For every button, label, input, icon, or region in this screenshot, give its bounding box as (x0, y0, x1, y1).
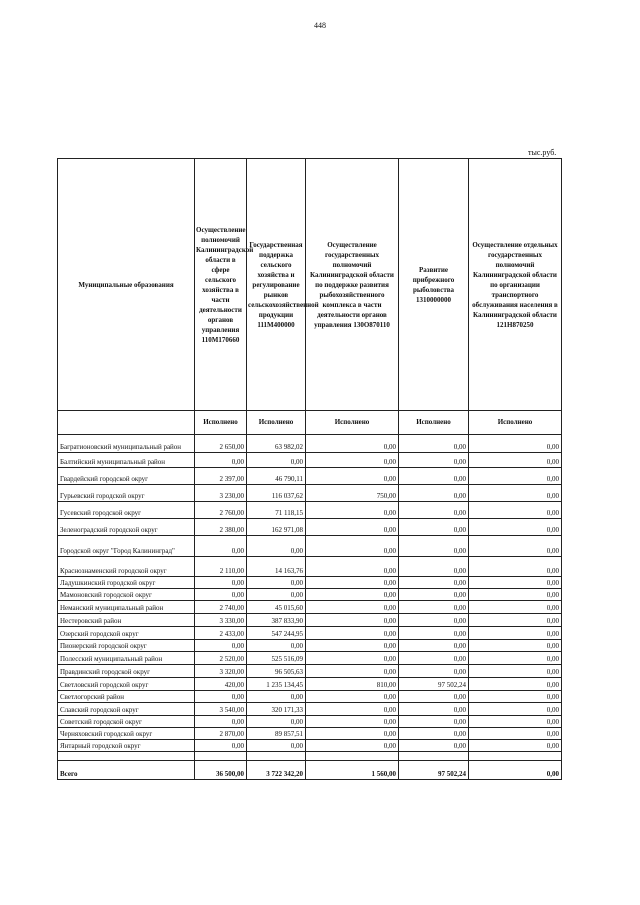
value-cell: 387 833,90 (247, 614, 306, 627)
value-cell: 0,00 (469, 614, 562, 627)
value-cell: 0,00 (469, 627, 562, 640)
total-value-cell: 0,00 (469, 761, 562, 780)
value-cell: 0,00 (195, 740, 247, 752)
value-cell: 0,00 (306, 640, 399, 652)
value-cell: 89 857,51 (247, 728, 306, 740)
table-row (58, 627, 562, 640)
table-row (58, 589, 562, 601)
value-cell: 0,00 (306, 589, 399, 601)
value-cell: 0,00 (247, 740, 306, 752)
value-cell: 116 037,62 (247, 485, 306, 502)
table-row (58, 601, 562, 614)
table-row (58, 468, 562, 485)
value-cell: 162 971,08 (247, 519, 306, 536)
municipality-name: Светловский городской округ (58, 678, 195, 691)
table-row (58, 557, 562, 577)
value-cell: 3 230,00 (195, 485, 247, 502)
municipality-name: Правдинский городской округ (58, 665, 195, 678)
subheader-row (58, 411, 562, 435)
value-cell: 0,00 (399, 728, 469, 740)
value-cell: 0,00 (469, 577, 562, 589)
value-cell: 0,00 (399, 691, 469, 703)
municipality-name: Багратионовский муниципальный район (58, 435, 195, 453)
spacer-cell (58, 752, 195, 761)
value-cell: 0,00 (247, 577, 306, 589)
value-cell: 0,00 (306, 665, 399, 678)
value-cell: 0,00 (469, 468, 562, 485)
municipality-name: Краснознаменский городской округ (58, 557, 195, 577)
value-cell: 97 502,24 (399, 678, 469, 691)
value-cell: 0,00 (195, 453, 247, 468)
table-row (58, 716, 562, 728)
spacer-cell (306, 752, 399, 761)
value-cell: 320 171,33 (247, 703, 306, 716)
table-body (58, 435, 562, 780)
table-row (58, 577, 562, 589)
value-cell: 0,00 (247, 589, 306, 601)
municipality-name: Светлогорский район (58, 691, 195, 703)
value-cell: 0,00 (399, 652, 469, 665)
value-cell: 0,00 (469, 485, 562, 502)
value-cell: 0,00 (306, 740, 399, 752)
subheader-executed: Исполнено (247, 411, 306, 435)
value-cell: 0,00 (247, 691, 306, 703)
value-cell: 0,00 (399, 577, 469, 589)
total-label: Всего (58, 761, 195, 780)
value-cell: 2 520,00 (195, 652, 247, 665)
value-cell: 3 330,00 (195, 614, 247, 627)
value-cell: 0,00 (399, 485, 469, 502)
value-cell: 750,00 (306, 485, 399, 502)
column-header-transport-service: Осуществление отдельных государственных полномочий Калининградской области по организации транспортного обслуживания населения в Калининградской области 121Н870250 (469, 159, 562, 411)
municipality-name: Пионерский городской округ (58, 640, 195, 652)
value-cell: 2 870,00 (195, 728, 247, 740)
total-value-cell: 97 502,24 (399, 761, 469, 780)
budget-table (57, 158, 562, 780)
municipality-name: Балтийский муниципальный район (58, 453, 195, 468)
total-value-cell: 1 560,00 (306, 761, 399, 780)
value-cell: 0,00 (306, 536, 399, 557)
spacer-cell (469, 752, 562, 761)
value-cell: 96 505,63 (247, 665, 306, 678)
value-cell: 0,00 (306, 691, 399, 703)
value-cell: 0,00 (399, 740, 469, 752)
column-header-fisheries-management: Осуществление государственных полномочий Калининградской области по поддержке развития рыбохозяйственного комплекса в части деятельности органов управления 130О870110 (306, 159, 399, 411)
value-cell: 0,00 (306, 614, 399, 627)
value-cell: 0,00 (399, 435, 469, 453)
table-row (58, 703, 562, 716)
value-cell: 0,00 (247, 536, 306, 557)
municipality-name: Черняховский городской округ (58, 728, 195, 740)
municipality-name: Озерский городской округ (58, 627, 195, 640)
value-cell: 0,00 (469, 435, 562, 453)
value-cell: 0,00 (306, 577, 399, 589)
value-cell: 0,00 (306, 519, 399, 536)
table-row (58, 728, 562, 740)
value-cell: 2 433,00 (195, 627, 247, 640)
table-row (58, 453, 562, 468)
table-row (58, 652, 562, 665)
table-row (58, 740, 562, 752)
value-cell: 0,00 (399, 468, 469, 485)
municipality-name: Ладушкинский городской округ (58, 577, 195, 589)
value-cell: 0,00 (469, 502, 562, 519)
header-row (58, 159, 562, 411)
value-cell: 46 790,11 (247, 468, 306, 485)
municipality-name: Славский городской округ (58, 703, 195, 716)
value-cell: 1 235 134,45 (247, 678, 306, 691)
value-cell: 0,00 (469, 601, 562, 614)
value-cell: 0,00 (469, 453, 562, 468)
total-value-cell: 3 722 342,20 (247, 761, 306, 780)
subheader-executed: Исполнено (306, 411, 399, 435)
value-cell: 0,00 (399, 703, 469, 716)
value-cell: 0,00 (399, 614, 469, 627)
spacer-cell (399, 752, 469, 761)
subheader-empty (58, 411, 195, 435)
value-cell: 0,00 (399, 640, 469, 652)
value-cell: 0,00 (306, 652, 399, 665)
value-cell: 0,00 (399, 502, 469, 519)
value-cell: 0,00 (247, 453, 306, 468)
column-header-municipality: Муниципальные образования (58, 159, 195, 411)
table-row (58, 678, 562, 691)
table-row (58, 640, 562, 652)
municipality-name: Гусевский городской округ (58, 502, 195, 519)
municipality-name: Полесский муниципальный район (58, 652, 195, 665)
value-cell: 2 740,00 (195, 601, 247, 614)
municipality-name: Неманский муниципальный район (58, 601, 195, 614)
municipality-name: Гурьевский городской округ (58, 485, 195, 502)
total-value-cell: 36 500,00 (195, 761, 247, 780)
unit-label: тыс.руб. (528, 148, 557, 157)
value-cell: 0,00 (399, 601, 469, 614)
value-cell: 0,00 (306, 716, 399, 728)
value-cell: 0,00 (399, 665, 469, 678)
value-cell: 0,00 (469, 703, 562, 716)
value-cell: 0,00 (306, 468, 399, 485)
municipality-name: Гвардейский городской округ (58, 468, 195, 485)
value-cell: 0,00 (306, 502, 399, 519)
spacer-row (58, 752, 562, 761)
value-cell: 0,00 (195, 691, 247, 703)
value-cell: 0,00 (195, 589, 247, 601)
municipality-name: Городской округ "Город Калининград" (58, 536, 195, 557)
value-cell: 547 244,95 (247, 627, 306, 640)
value-cell: 0,00 (306, 601, 399, 614)
value-cell: 0,00 (399, 536, 469, 557)
total-row (58, 761, 562, 780)
page-number: 448 (314, 21, 326, 30)
value-cell: 0,00 (306, 728, 399, 740)
table-row (58, 519, 562, 536)
value-cell: 0,00 (469, 589, 562, 601)
value-cell: 525 516,09 (247, 652, 306, 665)
value-cell: 0,00 (399, 453, 469, 468)
value-cell: 0,00 (195, 536, 247, 557)
spacer-cell (195, 752, 247, 761)
subheader-executed: Исполнено (399, 411, 469, 435)
value-cell: 2 397,00 (195, 468, 247, 485)
value-cell: 0,00 (469, 691, 562, 703)
table-row (58, 691, 562, 703)
value-cell: 0,00 (469, 728, 562, 740)
municipality-name: Нестеровский район (58, 614, 195, 627)
value-cell: 2 650,00 (195, 435, 247, 453)
value-cell: 420,00 (195, 678, 247, 691)
value-cell: 0,00 (469, 640, 562, 652)
column-header-agriculture-support: Государственная поддержка сельского хозяйства и регулирование рынков сельскохозяйственной продукции 111М400000 (247, 159, 306, 411)
value-cell: 0,00 (469, 665, 562, 678)
value-cell: 3 320,00 (195, 665, 247, 678)
value-cell: 0,00 (247, 716, 306, 728)
value-cell: 0,00 (306, 453, 399, 468)
value-cell: 3 540,00 (195, 703, 247, 716)
municipality-name: Мамоновский городской округ (58, 589, 195, 601)
column-header-coastal-fishing: Развитие прибрежного рыболовства 1310000000 (399, 159, 469, 411)
value-cell: 0,00 (399, 519, 469, 536)
municipality-name: Советский городской округ (58, 716, 195, 728)
value-cell: 0,00 (306, 627, 399, 640)
value-cell: 0,00 (469, 740, 562, 752)
value-cell: 0,00 (399, 557, 469, 577)
subheader-executed: Исполнено (195, 411, 247, 435)
value-cell: 0,00 (306, 557, 399, 577)
value-cell: 0,00 (469, 536, 562, 557)
value-cell: 63 982,02 (247, 435, 306, 453)
table-row (58, 502, 562, 519)
table-row (58, 665, 562, 678)
value-cell: 2 380,00 (195, 519, 247, 536)
value-cell: 71 118,15 (247, 502, 306, 519)
value-cell: 0,00 (469, 652, 562, 665)
value-cell: 0,00 (469, 519, 562, 536)
value-cell: 810,00 (306, 678, 399, 691)
value-cell: 0,00 (306, 703, 399, 716)
value-cell: 0,00 (306, 435, 399, 453)
table-row (58, 485, 562, 502)
value-cell: 0,00 (399, 716, 469, 728)
value-cell: 0,00 (399, 589, 469, 601)
value-cell: 0,00 (195, 716, 247, 728)
table-row (58, 614, 562, 627)
value-cell: 0,00 (469, 678, 562, 691)
value-cell: 2 760,00 (195, 502, 247, 519)
table-row (58, 536, 562, 557)
value-cell: 0,00 (195, 577, 247, 589)
value-cell: 0,00 (247, 640, 306, 652)
value-cell: 45 015,60 (247, 601, 306, 614)
municipality-name: Янтарный городской округ (58, 740, 195, 752)
column-header-agriculture-management: Осуществление полномочий Калининградской области в сфере сельского хозяйства в части деятельности органов управления 110М170660 (195, 159, 247, 411)
value-cell: 0,00 (469, 716, 562, 728)
value-cell: 0,00 (399, 627, 469, 640)
value-cell: 14 163,76 (247, 557, 306, 577)
value-cell: 0,00 (195, 640, 247, 652)
spacer-cell (247, 752, 306, 761)
municipality-name: Зеленоградский городской округ (58, 519, 195, 536)
subheader-executed: Исполнено (469, 411, 562, 435)
value-cell: 0,00 (469, 557, 562, 577)
value-cell: 2 110,00 (195, 557, 247, 577)
table-row (58, 435, 562, 453)
